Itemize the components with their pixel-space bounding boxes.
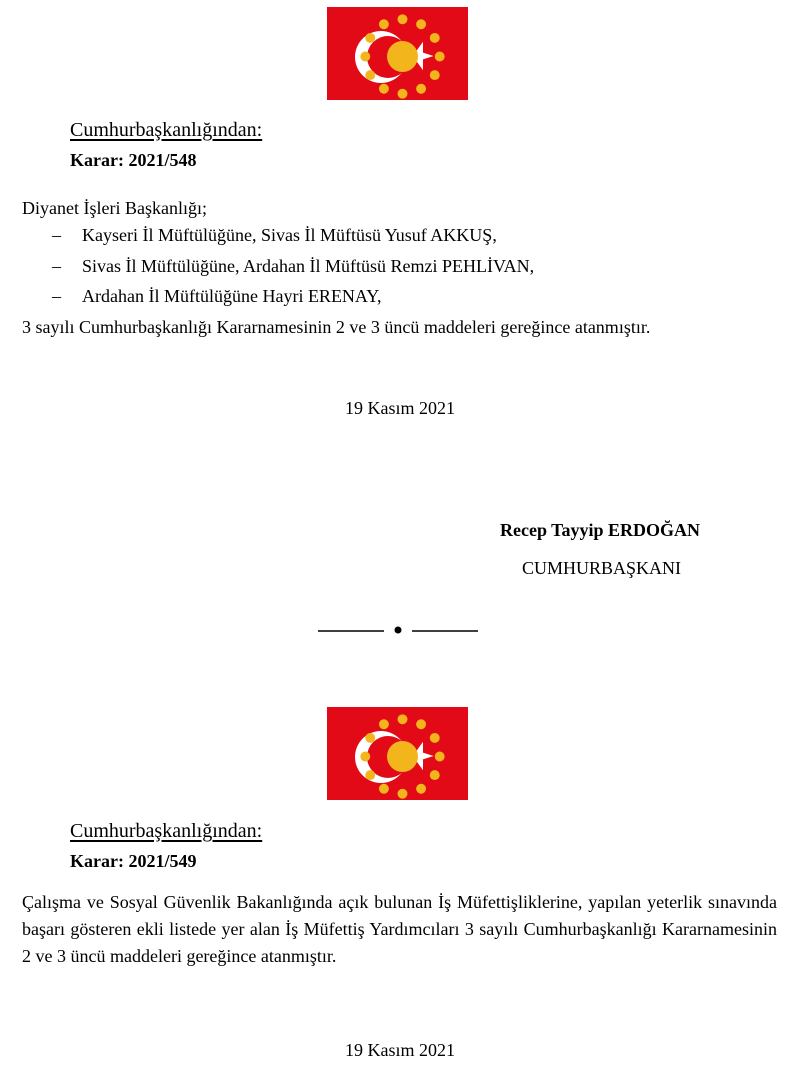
presidential-seal-icon [332, 10, 473, 103]
turkish-flag-icon [327, 707, 468, 800]
list-item-text: Ardahan İl Müftülüğüne Hayri ERENAY, [82, 286, 382, 306]
decision-body: Çalışma ve Sosyal Güvenlik Bakanlığında açık bulunan İş Müfettişliklerine, yapılan yeterlik sınavında başarı gösteren ekli listede yer alan İş Müfettiş Yardımcıları 3 sayılı Cumhurbaşkanlığı Kararnamesinin 2 ve 3 üncü maddeleri gereğince atanmıştır. [22, 892, 777, 966]
bullet-dash: – [52, 225, 61, 245]
decision-number: Karar: 2021/548 [70, 150, 197, 170]
list-item-text: Kayseri İl Müftülüğüne, Sivas İl Müftüsü Yusuf AKKUŞ, [82, 225, 497, 245]
bullet-dash: – [52, 256, 61, 276]
bullet-dash: – [52, 286, 61, 306]
turkish-flag-icon [327, 7, 468, 100]
list-item-text: Sivas İl Müftülüğüne, Ardahan İl Müftüsü Remzi PEHLİVAN, [82, 256, 535, 276]
issuer-title: Cumhurbaşkanlığından: [70, 119, 263, 141]
signer-name: Recep Tayyip ERDOĞAN [500, 520, 701, 540]
decision-number: Karar: 2021/549 [70, 851, 197, 871]
issuer-title: Cumhurbaşkanlığından: [70, 820, 263, 842]
list-item [52, 286, 381, 307]
decision-closing: 3 sayılı Cumhurbaşkanlığı Kararnamesinin 2 ve 3 üncü maddeleri gereğince atanmıştır. [22, 317, 651, 337]
signer-title: CUMHURBAŞKANI [522, 558, 682, 578]
presidential-seal-icon [332, 710, 473, 803]
decision-intro: Diyanet İşleri Başkanlığı; [22, 198, 207, 218]
separator-dot-icon [318, 620, 478, 640]
list-item [52, 225, 497, 246]
list-item [52, 256, 534, 277]
decision-date: 19 Kasım 2021 [345, 1040, 455, 1060]
decision-date: 19 Kasım 2021 [345, 398, 455, 418]
